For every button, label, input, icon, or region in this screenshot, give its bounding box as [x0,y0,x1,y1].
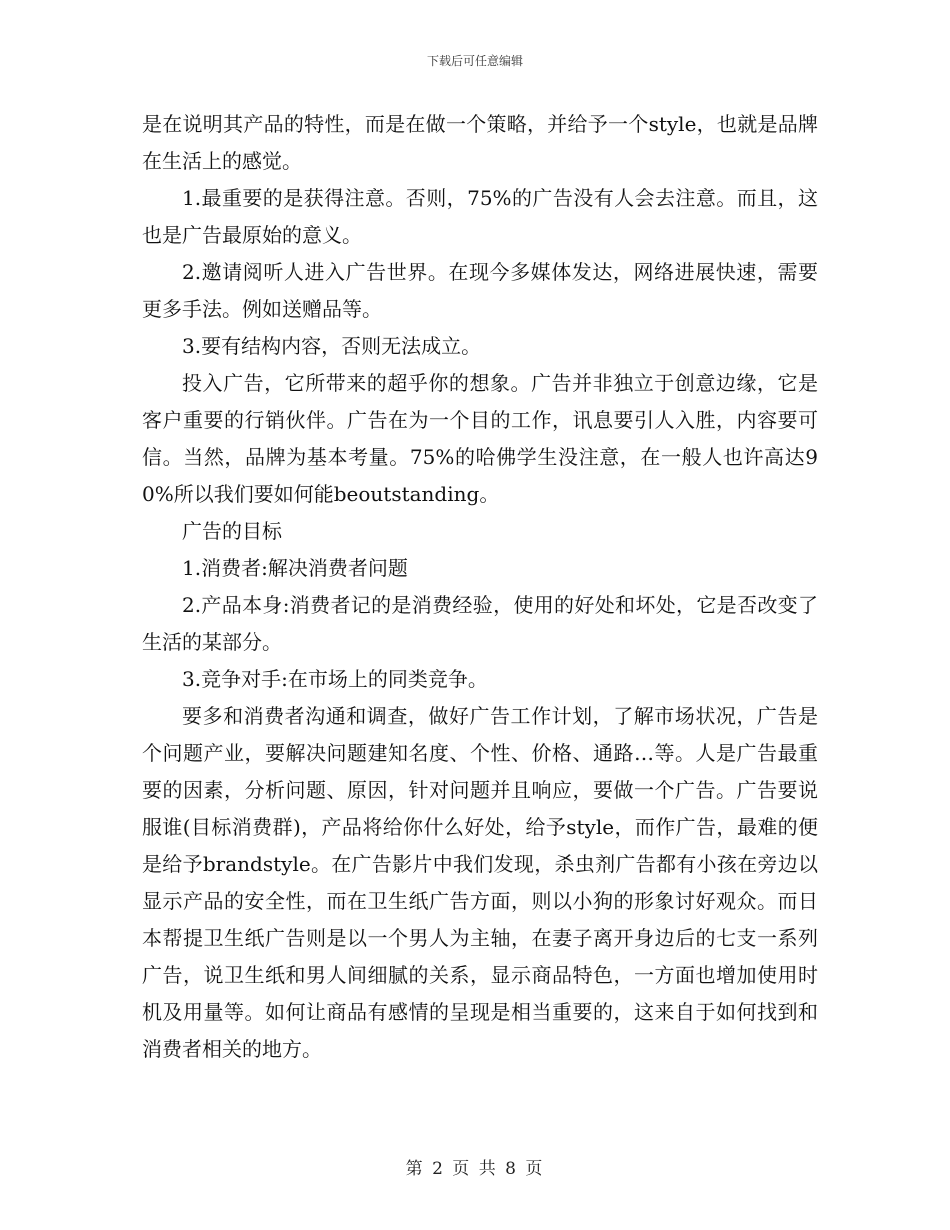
list-item: 3.竞争对手:在市场上的同类竞争。 [182,667,488,691]
document-body [142,106,818,1068]
paragraph: 3.要有结构内容，否则无法成立。 [182,334,482,358]
paragraph: 1.最重要的是获得注意。否则，75%的广告没有人会去注意。而且，这也是广告最原始的意义。 [142,186,818,247]
paragraph: 要多和消费者沟通和调查，做好广告工作计划，了解市场状况，广告是个问题产业，要解决问题建知名度、个性、价格、通路…等。人是广告最重要的因素，分析问题、原因，针对问题并且响应，要做一个广告。广告要说服谁(目标消费群)，产品将给你什么好处，给予style，而作广告，最难的便是给予brandstyle。在广告影片中我们发现，杀虫剂广告都有小孩在旁边以显示产品的安全性，而在卫生纸广告方面，则以小狗的形象讨好观众。而日本帮提卫生纸广告则是以一个男人为主轴，在妻子离开身边后的七支一系列广告，说卫生纸和男人间细腻的关系，显示商品特色，一方面也增加使用时机及用量等。如何让商品有感情的呈现是相当重要的，这来自于如何找到和消费者相关的地方。 [142,704,818,1061]
page-header: 下载后可任意编辑 [426,54,523,68]
paragraph: 2.邀请阅听人进入广告世界。在现今多媒体发达，网络进展快速，需要更多手法。例如送赠品等。 [142,260,818,321]
list-item: 1.消费者:解决消费者问题 [182,556,408,580]
list-item: 2.产品本身:消费者记的是消费经验，使用的好处和坏处，它是否改变了生活的某部分。 [142,593,818,654]
section-heading: 广告的目标 [182,519,282,543]
page-footer: 第 2 页 共 8 页 [405,1159,545,1179]
paragraph: 投入广告，它所带来的超乎你的想象。广告并非独立于创意边缘，它是客户重要的行销伙伴。广告在为一个目的工作，讯息要引人入胜，内容要可信。当然，品牌为基本考量。75%的哈佛学生没注意，在一般人也许高达90%所以我们要如何能beoutstanding。 [142,371,818,506]
paragraph: 是在说明其产品的特性，而是在做一个策略，并给予一个style，也就是品牌在生活上的感觉。 [142,112,818,173]
